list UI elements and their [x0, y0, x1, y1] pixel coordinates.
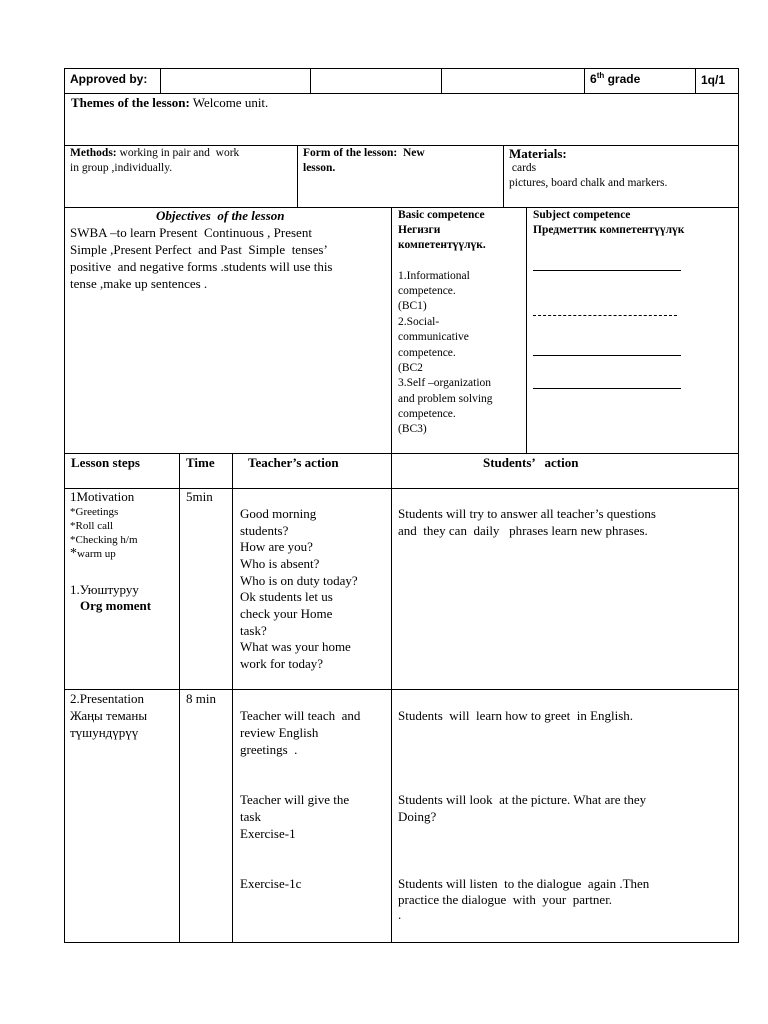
- divider: [232, 453, 233, 489]
- materials-line-1: cards: [509, 162, 537, 174]
- basic-competence-item: competence.: [398, 285, 456, 297]
- presentation-step-title: 2.Presentation: [70, 691, 145, 706]
- teacher-line: Good morning: [240, 506, 317, 521]
- students-line: .: [398, 907, 402, 922]
- steps-header-row: [64, 453, 739, 489]
- dashed-line: [533, 315, 677, 316]
- materials-label: Materials:: [509, 146, 567, 161]
- basic-competence-item: 3.Self –organization: [398, 377, 492, 389]
- teacher-line: task?: [240, 623, 267, 638]
- basic-competence-item: 1.Informational: [398, 270, 470, 282]
- divider: [584, 68, 585, 94]
- students-line: Students will look at the picture. What are they: [398, 792, 647, 807]
- divider: [441, 68, 442, 94]
- grade-label: 6th grade: [590, 71, 641, 86]
- objectives-line: SWBA –to learn Present Continuous , Present: [70, 225, 312, 240]
- objectives-line: tense ,make up sentences .: [70, 276, 208, 291]
- motivation-time: 5min: [186, 489, 213, 504]
- teacher-line: How are you?: [240, 539, 313, 554]
- header-time: Time: [186, 455, 215, 470]
- basic-competence-item: competence.: [398, 347, 456, 359]
- basic-competence-item: competence.: [398, 408, 456, 420]
- teacher-line: check your Home: [240, 606, 333, 621]
- divider: [232, 488, 233, 690]
- motivation-substep: *Roll call: [70, 520, 114, 532]
- motivation-step-title: 1Motivation: [70, 489, 135, 504]
- teacher-line: task: [240, 809, 261, 824]
- teacher-line: Who is on duty today?: [240, 573, 358, 588]
- basic-competence-item: (BC2: [398, 362, 423, 374]
- teacher-line: work for today?: [240, 656, 324, 671]
- subject-competence-title: Subject competence: [533, 209, 631, 221]
- motivation-substep: *Checking h/m: [70, 534, 138, 546]
- materials-line-2: pictures, board chalk and markers.: [509, 177, 668, 189]
- motivation-kg-title: 1.Уюштуруу: [70, 582, 139, 597]
- header-teacher-action: Teacher’s action: [248, 455, 339, 470]
- students-line: Students will listen to the dialogue again .Then: [398, 876, 650, 891]
- motivation-substep-warmup: *warm up: [70, 546, 116, 561]
- teacher-line: greetings .: [240, 742, 298, 757]
- teacher-line: review English: [240, 725, 319, 740]
- methods-line-2: in group ,individually.: [70, 162, 173, 174]
- divider: [232, 689, 233, 943]
- teacher-line: Exercise-1c: [240, 876, 302, 891]
- students-line: Students will learn how to greet in English.: [398, 708, 634, 723]
- students-line: practice the dialogue with your partner.: [398, 892, 613, 907]
- subject-competence-title-kg: Предметтик компетентүүлүк: [533, 224, 685, 236]
- divider: [310, 68, 311, 94]
- basic-competence-item: (BC3): [398, 423, 427, 435]
- divider: [391, 453, 392, 489]
- divider: [526, 207, 527, 454]
- basic-competence-item: communicative: [398, 331, 469, 343]
- divider: [297, 145, 298, 208]
- students-line: Students will try to answer all teacher’s questions: [398, 506, 656, 521]
- presentation-time: 8 min: [186, 691, 216, 706]
- divider: [391, 207, 392, 454]
- motivation-substep: *Greetings: [70, 506, 119, 518]
- basic-competence-title-kg: компетентүүлүк.: [398, 239, 486, 251]
- teacher-line: Exercise-1: [240, 826, 296, 841]
- teacher-line: What was your home: [240, 639, 351, 654]
- divider: [179, 453, 180, 489]
- students-line: and they can daily phrases learn new phrases.: [398, 523, 648, 538]
- teacher-line: Teacher will teach and: [240, 708, 361, 723]
- basic-competence-item: (BC1): [398, 300, 427, 312]
- teacher-line: Who is absent?: [240, 556, 320, 571]
- presentation-kg-line: түшундүрүү: [70, 725, 139, 740]
- approved-by-label: Approved by:: [70, 72, 148, 86]
- objectives-title: Objectives of the lesson: [156, 208, 285, 223]
- divider: [695, 68, 696, 94]
- students-line: Doing?: [398, 809, 437, 824]
- form-label-2: lesson.: [303, 162, 336, 174]
- divider: [391, 689, 392, 943]
- teacher-line: students?: [240, 523, 289, 538]
- header-students-action: Students’ action: [483, 455, 579, 470]
- divider: [179, 488, 180, 690]
- divider: [160, 68, 161, 94]
- blank-line: [533, 388, 681, 389]
- blank-line: [533, 355, 681, 356]
- org-moment-label: Org moment: [80, 598, 152, 613]
- themes-line: Themes of the lesson: Welcome unit.: [71, 95, 269, 110]
- lesson-code: 1q/1: [701, 73, 726, 87]
- form-label-1: Form of the lesson: New: [303, 147, 425, 159]
- basic-competence-title: Basic competence: [398, 209, 485, 221]
- presentation-kg-line: Жаңы теманы: [70, 708, 148, 723]
- divider: [179, 689, 180, 943]
- blank-line: [533, 270, 681, 271]
- teacher-line: Teacher will give the: [240, 792, 350, 807]
- divider: [503, 145, 504, 208]
- objectives-line: positive and negative forms .students will use this: [70, 259, 333, 274]
- header-lesson-steps: Lesson steps: [71, 455, 140, 470]
- basic-competence-title-kg: Негизги: [398, 224, 441, 236]
- teacher-line: Ok students let us: [240, 589, 333, 604]
- basic-competence-item: 2.Social-: [398, 316, 440, 328]
- methods-line-1: Methods: working in pair and work: [70, 147, 240, 159]
- basic-competence-item: and problem solving: [398, 393, 493, 405]
- objectives-line: Simple ,Present Perfect and Past Simple tenses’: [70, 242, 328, 257]
- divider: [391, 488, 392, 690]
